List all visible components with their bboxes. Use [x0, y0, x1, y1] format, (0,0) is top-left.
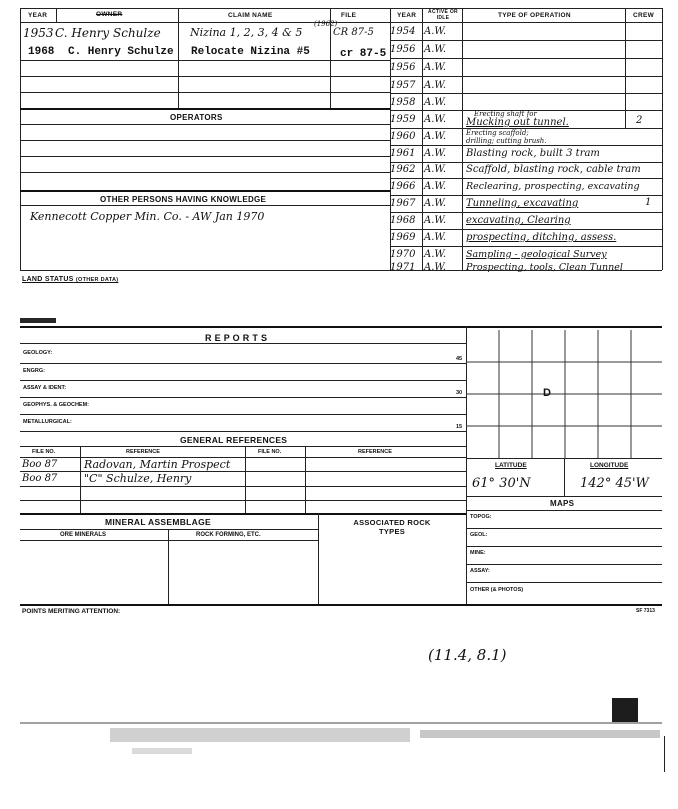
gr-col-file2: FILE NO.: [258, 449, 282, 455]
row-line: [390, 58, 662, 59]
act-6-crew: 2: [636, 115, 643, 126]
land-status-sub: (OTHER DATA): [75, 277, 119, 283]
act-8-op: Blasting rock, built 3 tram: [466, 148, 600, 159]
row-line: [466, 564, 662, 565]
owner-row-1-file: CR 87-5: [333, 27, 374, 38]
row-line: [20, 343, 466, 344]
row-line: [466, 546, 662, 547]
header-divider: [20, 22, 662, 23]
owner-row-2-claim: Relocate Nizina #5: [191, 46, 310, 58]
coordinate-annotation: (11.4, 8.1): [428, 646, 507, 664]
act-13-op: prospecting, ditching, assess.: [466, 232, 617, 243]
row-line: [390, 162, 662, 163]
owner-row-1-note: (1962): [314, 20, 338, 28]
act-15-op: Prospecting, tools, Clean Tunnel: [466, 262, 623, 273]
scan-streak: [20, 722, 662, 724]
row-line: [20, 108, 390, 110]
row-line: [20, 156, 390, 157]
report-metallurgical: METALLURGICAL:: [23, 419, 72, 425]
reports-title: R E P O R T S: [205, 333, 268, 343]
report-metallurgical-num: 15: [456, 424, 463, 430]
other-persons-label: OTHER PERSONS HAVING KNOWLEDGE: [100, 195, 267, 204]
row-line: [20, 500, 466, 501]
act-6-op2: Mucking out tunnel.: [466, 117, 569, 128]
row-line: [390, 93, 662, 94]
header-file: FILE: [341, 12, 357, 19]
report-geophys: GEOPHYS. & GEOCHEM:: [23, 402, 90, 408]
left-border: [20, 8, 21, 270]
row-line: [20, 513, 466, 515]
act-7-status: A.W.: [424, 131, 447, 142]
act-6-status: A.W.: [424, 114, 447, 125]
row-line: [20, 190, 390, 192]
row-line: [20, 60, 390, 61]
act-3-status: A.W.: [424, 62, 447, 73]
mineral-col-rock: ROCK FORMING, ETC.: [196, 532, 261, 538]
act-7-year: 1960: [390, 131, 416, 142]
act-8-status: A.W.: [424, 148, 447, 159]
row-line: [466, 496, 662, 497]
act-9-status: A.W.: [424, 164, 447, 175]
scan-blot: [612, 698, 638, 722]
maps-mine: MINE:: [470, 550, 486, 556]
row-line: [20, 124, 390, 125]
act-1-status: A.W.: [424, 26, 447, 37]
maps-title: MAPS: [550, 499, 575, 508]
act-11-year: 1967: [390, 198, 416, 209]
gr-col-ref2: REFERENCE: [358, 449, 392, 455]
row-line: [390, 40, 662, 41]
latitude-label: LATITUDE: [495, 462, 527, 469]
act-8-year: 1961: [390, 148, 416, 159]
row-line: [20, 431, 466, 432]
header-type-operation: TYPE OF OPERATION: [498, 12, 571, 19]
act-14-status: A.W.: [424, 249, 447, 260]
maps-assay: ASSAY:: [470, 568, 490, 574]
scan-bleed: [132, 748, 192, 754]
owner-row-1-claim: Nizina 1, 2, 3, 4 & 5: [190, 26, 303, 39]
table-top-border: [20, 8, 662, 9]
land-status-title: LAND STATUS: [22, 276, 74, 283]
mineral-col-ore: ORE MINERALS: [60, 532, 107, 538]
act-4-year: 1957: [390, 80, 416, 91]
header-year2: YEAR: [397, 12, 417, 19]
col-divider: [245, 446, 246, 514]
row-line: [20, 205, 390, 206]
row-line: [20, 486, 466, 487]
act-4-status: A.W.: [424, 80, 447, 91]
row-line: [390, 145, 662, 146]
gr-col-file: FILE NO.: [32, 449, 56, 455]
row-line: [390, 195, 662, 196]
points-label: POINTS MERITING ATTENTION:: [22, 608, 121, 615]
col-divider: [56, 8, 57, 22]
row-line: [20, 446, 466, 447]
row-line: [20, 92, 390, 93]
gr-col-ref: REFERENCE: [126, 449, 160, 455]
col-divider: [305, 446, 306, 514]
gr-row-1-ref: Radovan, Martin Prospect: [84, 458, 231, 471]
act-6-op1: Erecting shaft for: [474, 110, 537, 118]
scan-smudge: [20, 318, 56, 323]
act-11-status: A.W.: [424, 198, 447, 209]
act-9-year: 1962: [390, 164, 416, 175]
row-line: [466, 510, 662, 511]
row-line: [20, 540, 318, 541]
act-10-status: A.W.: [424, 181, 447, 192]
act-2-status: A.W.: [424, 44, 447, 55]
owner-row-1-owner: C. Henry Schulze: [55, 26, 161, 40]
col-divider: [80, 446, 81, 514]
reports-top-rule: [20, 326, 662, 328]
act-13-year: 1969: [390, 232, 416, 243]
land-status-label: [22, 276, 118, 283]
header-crew: CREW: [633, 12, 655, 19]
act-2-year: 1956: [390, 44, 416, 55]
operators-label: OPERATORS: [170, 113, 223, 122]
longitude-label: LONGITUDE: [590, 462, 629, 469]
col-divider: [462, 8, 463, 270]
owner-row-2-file: cr 87-5: [340, 48, 387, 60]
maps-geol: GEOL:: [470, 532, 488, 538]
grid-mark: D: [543, 387, 551, 399]
report-geology: GEOLOGY:: [23, 350, 53, 356]
row-line: [390, 246, 662, 247]
scan-bleed: [110, 728, 410, 742]
act-11-crew: 1: [645, 197, 652, 208]
general-refs-title: GENERAL REFERENCES: [180, 435, 288, 445]
mineral-title: MINERAL ASSEMBLAGE: [105, 517, 211, 527]
row-line: [466, 582, 662, 583]
header-owner: OWNER: [96, 11, 123, 18]
row-line: [20, 397, 466, 398]
owner-row-1-year: 1953: [23, 26, 54, 40]
row-line: [20, 140, 390, 141]
act-10-year: 1966: [390, 181, 416, 192]
points-rule: [20, 604, 662, 606]
locator-grid: [466, 330, 662, 458]
row-line: [390, 178, 662, 179]
latitude-value: 61° 30'N: [472, 476, 531, 491]
owner-row-2-year: 1968: [28, 46, 55, 58]
report-geology-num: 45: [456, 356, 463, 362]
row-line: [20, 414, 466, 415]
row-line: [390, 76, 662, 77]
act-9-op: Scaffold, blasting rock, cable tram: [466, 164, 641, 175]
row-line: [390, 212, 662, 213]
act-12-op: excavating, Clearing: [466, 215, 571, 226]
gr-row-2-file: Boo 87: [22, 473, 58, 484]
row-line: [20, 380, 466, 381]
act-11-op: Tunneling, excavating: [466, 198, 579, 209]
row-line: [20, 172, 390, 173]
col-divider: [318, 513, 319, 604]
report-assay: ASSAY & IDENT:: [23, 385, 67, 391]
right-border: [662, 8, 663, 270]
act-5-year: 1958: [390, 97, 416, 108]
gr-row-1-file: Boo 87: [22, 459, 58, 470]
act-5-status: A.W.: [424, 97, 447, 108]
row-line: [390, 229, 662, 230]
col-divider: [178, 8, 179, 108]
header-active-idle: ACTIVE OR IDLE: [428, 9, 458, 21]
longitude-value: 142° 45'W: [580, 476, 649, 491]
other-persons-text: Kennecott Copper Min. Co. - AW Jan 1970: [30, 210, 265, 223]
act-15-status: A.W.: [424, 262, 447, 273]
maps-other: OTHER (& PHOTOS): [470, 587, 524, 593]
act-12-year: 1968: [390, 215, 416, 226]
act-7-op1: Erecting scaffold;: [466, 129, 529, 137]
row-line: [20, 76, 390, 77]
row-line: [466, 528, 662, 529]
act-7-op2: drilling; cutting brush.: [466, 137, 547, 145]
act-14-year: 1970: [390, 249, 416, 260]
act-10-op: Reclearing, prospecting, excavating: [466, 181, 640, 192]
act-15-year: 1971: [390, 262, 416, 273]
col-divider: [564, 458, 565, 496]
gr-row-2-ref: "C" Schulze, Henry: [84, 472, 192, 485]
col-divider: [422, 8, 423, 270]
maps-topog: TOPOG:: [470, 514, 492, 520]
scan-bleed: [420, 730, 660, 738]
assoc-rock-types: ASSOCIATED ROCK TYPES: [353, 518, 431, 536]
scan-edge: [664, 736, 665, 772]
header-year: YEAR: [28, 12, 48, 19]
act-3-year: 1956: [390, 62, 416, 73]
report-assay-num: 30: [456, 390, 463, 396]
act-12-status: A.W.: [424, 215, 447, 226]
col-divider: [168, 529, 169, 604]
form-number: SF 7313: [636, 608, 655, 614]
row-line: [20, 363, 466, 364]
report-engrg: ENGRG:: [23, 368, 45, 374]
row-line: [20, 529, 318, 530]
act-14-op: Sampling - geological Survey: [466, 249, 607, 260]
act-1-year: 1954: [390, 26, 416, 37]
owner-row-2-owner: C. Henry Schulze: [68, 46, 174, 58]
act-6-year: 1959: [390, 114, 416, 125]
act-13-status: A.W.: [424, 232, 447, 243]
header-claim-name: CLAIM NAME: [228, 12, 273, 19]
